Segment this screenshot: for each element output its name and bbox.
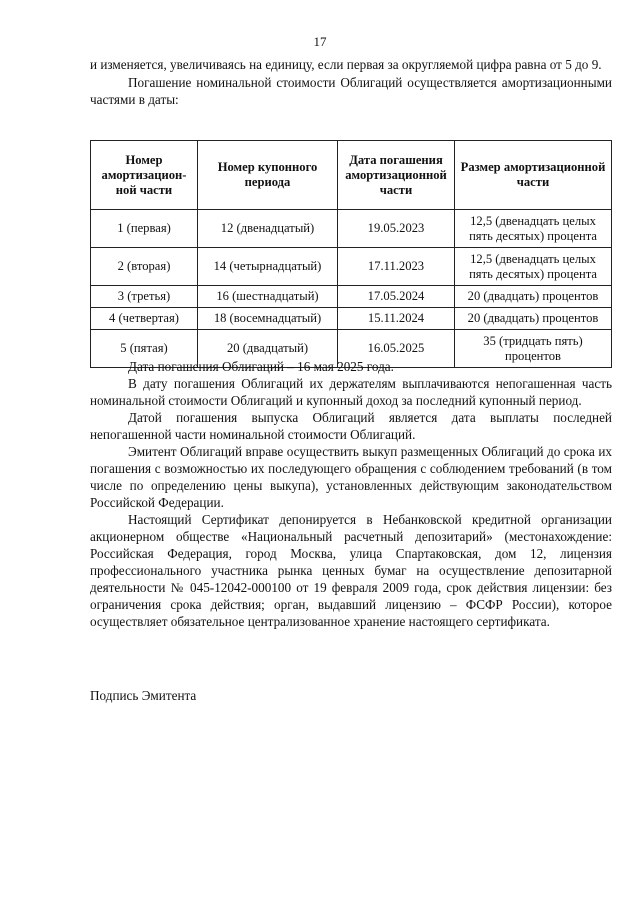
cell-coupon-period: 12 (двенадцатый) [198,210,338,248]
issuer-signature-label: Подпись Эмитента [90,688,197,703]
cell-part-number: 4 (четвертая) [91,308,198,330]
cell-coupon-period: 14 (четырнадцатый) [198,248,338,286]
cell-coupon-period: 16 (шестнадцатый) [198,286,338,308]
buyback-paragraph: Эмитент Облигаций вправе осуществить выкуп размещенных Облигаций до срока их погашения с возможностью их последующего обращения с соблюдением требований (в том числе по определению цены выкупа), установленных действующим законодательством Российской Федерации. [90,444,612,510]
cell-part-number: 2 (вторая) [91,248,198,286]
table-row [91,210,612,248]
page-number: 17 [313,34,327,49]
cell-amount: 20 (двадцать) процентов [455,286,612,308]
rounding-continuation: и изменяется, увеличиваясь на единицу, если первая за округляемой цифра равна от 5 до 9. [90,57,602,72]
cell-repayment-date: 19.05.2023 [338,210,455,248]
table-row [91,248,612,286]
cell-coupon-period: 20 (двадцатый) [198,330,338,368]
header-coupon-period: Номер купонного периода [198,141,338,210]
header-repayment-date: Дата погашения амортизационной части [338,141,455,210]
cell-coupon-period: 18 (восемнадцатый) [198,308,338,330]
cell-part-number: 3 (третья) [91,286,198,308]
cell-amount: 20 (двадцать) процентов [455,308,612,330]
cell-amount: 12,5 (двенадцать целых пять десятых) процента [455,210,612,248]
maturity-date-paragraph: Дата погашения Облигаций – 16 мая 2025 года. [128,359,394,374]
depository-paragraph: Настоящий Сертификат депонируется в Небанковской кредитной организации акционерном обществе «Национальный расчетный депозитарий» (местонахождение: Российская Федерация, город Москва, улица Спартаковская, дом 12, лицензия профессионального участника рынка ценных бумаг на осуществление депозитарной деятельности № 045-12042-000100 от 19 февраля 2009 года, срок действия лицензии: без ограничения срока действия; орган, выдавший лицензию – ФСФР России), которое осуществляет обязательное централизованное хранение настоящего сертификата. [90,512,612,629]
cell-part-number: 1 (первая) [91,210,198,248]
table-row [91,308,612,330]
cell-repayment-date: 17.11.2023 [338,248,455,286]
cell-repayment-date: 15.11.2024 [338,308,455,330]
maturity-payment-paragraph: В дату погашения Облигаций их держателям выплачиваются непогашенная часть номинальной стоимости Облигаций и купонный доход за последний купонный период. [90,376,612,408]
cell-repayment-date: 17.05.2024 [338,286,455,308]
cell-part-number: 5 (пятая) [91,330,198,368]
body-text [90,358,612,630]
header-part-number: Номер амортизацион-ной части [91,141,198,210]
table-row [91,286,612,308]
header-amount: Размер амортизационной части [455,141,612,210]
intro-text [90,56,612,108]
repayment-intro: Погашение номинальной стоимости Облигаций осуществляется амортизационными частями в даты: [90,75,612,107]
amortization-table [90,140,612,368]
table-header-row [91,141,612,210]
redemption-date-paragraph: Датой погашения выпуска Облигаций является дата выплаты последней непогашенной части номинальной стоимости Облигаций. [90,410,612,442]
cell-amount: 12,5 (двенадцать целых пять десятых) процента [455,248,612,286]
cell-amount: 35 (тридцать пять) процентов [455,330,612,368]
cell-repayment-date: 16.05.2025 [338,330,455,368]
